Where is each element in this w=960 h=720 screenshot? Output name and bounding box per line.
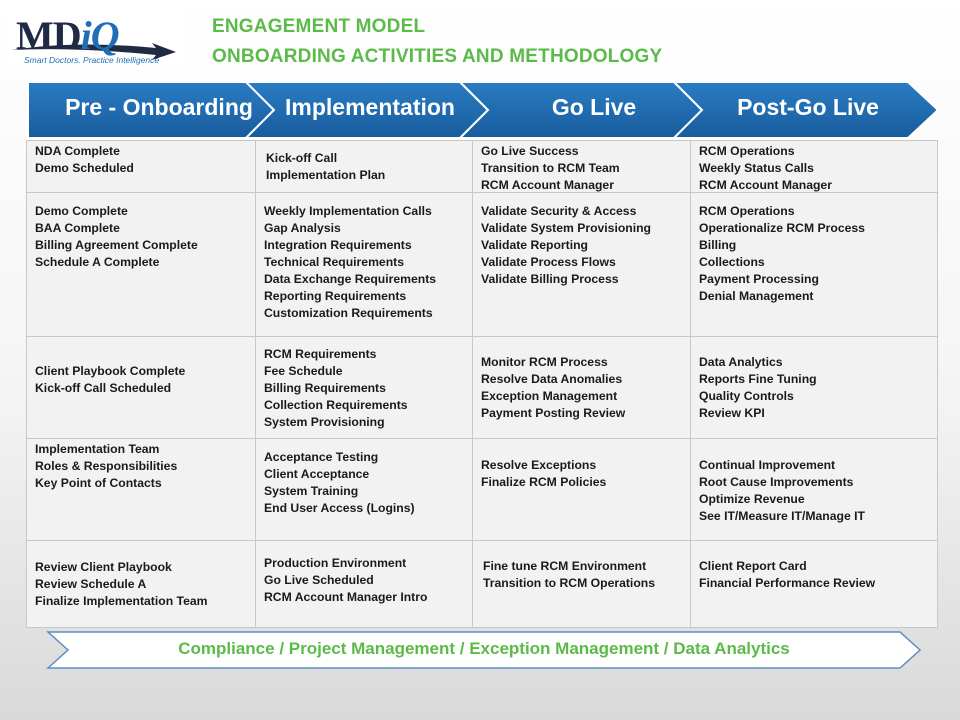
activity-item: Review Client Playbook: [35, 560, 172, 574]
activity-item: Billing: [699, 238, 737, 252]
activity-item: Weekly Implementation Calls: [264, 204, 432, 218]
phase-label-implementation: Implementation: [285, 94, 455, 120]
activity-item: Gap Analysis: [264, 221, 341, 235]
activity-item: Customization Requirements: [264, 306, 433, 320]
activity-item: Technical Requirements: [264, 255, 404, 269]
activity-item: Go Live Success: [481, 144, 579, 158]
activity-item: NDA Complete: [35, 144, 120, 158]
activity-item: RCM Account Manager: [481, 178, 614, 192]
activity-item: Resolve Exceptions: [481, 458, 597, 472]
activity-item: Reporting Requirements: [264, 289, 407, 303]
activity-item: Continual Improvement: [699, 458, 836, 472]
activity-item: Payment Processing: [699, 272, 819, 286]
activity-item: Validate Security & Access: [481, 204, 637, 218]
activity-item: Fee Schedule: [264, 364, 343, 378]
activity-item: Acceptance Testing: [264, 450, 379, 464]
activity-item: Transition to RCM Operations: [483, 576, 655, 590]
activity-item: Demo Scheduled: [35, 161, 134, 175]
page-title: ENGAGEMENT MODEL: [212, 16, 426, 37]
activity-item: Operationalize RCM Process: [699, 221, 865, 235]
activity-item: RCM Account Manager: [699, 178, 832, 192]
activity-item: Root Cause Improvements: [699, 475, 854, 489]
page-subtitle: ONBOARDING ACTIVITIES AND METHODOLOGY: [212, 46, 663, 67]
activity-item: Go Live Scheduled: [264, 573, 374, 587]
activity-item: Collections: [699, 255, 765, 269]
activity-item: Exception Management: [481, 389, 618, 403]
activity-item: Reports Fine Tuning: [699, 372, 817, 386]
activity-item: RCM Account Manager Intro: [264, 590, 428, 604]
activity-item: Schedule A Complete: [35, 255, 160, 269]
activity-item: Implementation Plan: [266, 168, 386, 182]
activity-item: Billing Agreement Complete: [35, 238, 198, 252]
activity-item: Collection Requirements: [264, 398, 408, 412]
activity-item: Billing Requirements: [264, 381, 386, 395]
activity-item: Client Acceptance: [264, 467, 370, 481]
activity-item: Integration Requirements: [264, 238, 412, 252]
activity-item: Kick-off Call Scheduled: [35, 381, 172, 395]
activity-item: Implementation Team: [35, 442, 160, 456]
activity-item: See IT/Measure IT/Manage IT: [699, 509, 865, 523]
activity-item: BAA Complete: [35, 221, 120, 235]
activity-item: Finalize RCM Policies: [481, 475, 607, 489]
activity-item: Quality Controls: [699, 389, 794, 403]
activity-item: Monitor RCM Process: [481, 355, 608, 369]
activity-item: System Training: [264, 484, 359, 498]
activity-item: Fine tune RCM Environment: [483, 559, 647, 573]
activity-item: Key Point of Contacts: [35, 476, 162, 490]
activity-item: Review Schedule A: [35, 577, 147, 591]
logo-wordmark: MDiQ: [16, 13, 119, 58]
activity-item: Review KPI: [699, 406, 765, 420]
activity-item: Finalize Implementation Team: [35, 594, 208, 608]
activity-item: Resolve Data Anomalies: [481, 372, 623, 386]
footer-banner-text: Compliance / Project Management / Exception Management / Data Analytics: [178, 639, 790, 658]
activity-item: Production Environment: [264, 556, 407, 570]
activity-item: Transition to RCM Team: [481, 161, 620, 175]
activity-item: Financial Performance Review: [699, 576, 876, 590]
logo-tagline: Smart Doctors. Practice Intelligence: [24, 55, 160, 65]
activity-item: Client Playbook Complete: [35, 364, 186, 378]
activity-item: Kick-off Call: [266, 151, 338, 165]
activity-item: Client Report Card: [699, 559, 807, 573]
activity-item: Denial Management: [699, 289, 814, 303]
phase-label-go-live: Go Live: [551, 94, 637, 120]
activity-item: Demo Complete: [35, 204, 128, 218]
activity-item: Roles & Responsibilities: [35, 459, 178, 473]
activity-item: RCM Operations: [699, 204, 795, 218]
activity-item: Validate Reporting: [481, 238, 588, 252]
activity-item: Payment Posting Review: [481, 406, 626, 420]
activity-item: Validate Billing Process: [481, 272, 619, 286]
activity-item: Validate System Provisioning: [481, 221, 652, 235]
activity-item: Optimize Revenue: [699, 492, 805, 506]
activity-item: System Provisioning: [264, 415, 385, 429]
phase-label-pre-onboarding: Pre - Onboarding: [65, 94, 253, 120]
activity-item: Validate Process Flows: [481, 255, 616, 269]
activity-item: Data Analytics: [699, 355, 783, 369]
activity-item: RCM Requirements: [264, 347, 377, 361]
activity-item: End User Access (Logins): [264, 501, 415, 515]
activity-item: Weekly Status Calls: [699, 161, 814, 175]
activity-item: RCM Operations: [699, 144, 795, 158]
activity-item: Data Exchange Requirements: [264, 272, 437, 286]
phase-label-post-go-live: Post-Go Live: [737, 94, 879, 120]
